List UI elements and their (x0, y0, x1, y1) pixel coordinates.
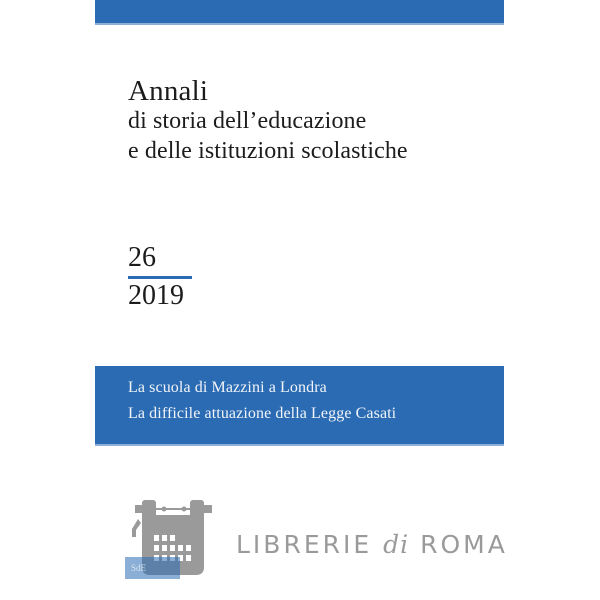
publisher-logo: SdE (125, 557, 180, 579)
cover-subtitle-line2: e delle istituzioni scolastiche (128, 138, 408, 164)
watermark-brand (236, 530, 508, 559)
topics-band (95, 366, 504, 446)
issue-year: 2019 (128, 280, 184, 311)
issue-divider (128, 276, 192, 279)
cover-title: Annali (128, 75, 209, 107)
issue-block (128, 243, 192, 311)
topic-2: La difficile attuazione della Legge Casati (128, 405, 397, 422)
brand-suffix: ROMA (420, 530, 508, 559)
topic-1: La scuola di Mazzini a Londra (128, 379, 327, 396)
cover-top-band (95, 0, 504, 25)
cover-title-block (128, 76, 408, 166)
brand-prefix: LIBRERIE (236, 530, 373, 559)
cover-subtitle-line1: di storia dell’educazione (128, 108, 367, 134)
issue-number: 26 (128, 242, 156, 273)
brand-di: di (383, 530, 410, 559)
